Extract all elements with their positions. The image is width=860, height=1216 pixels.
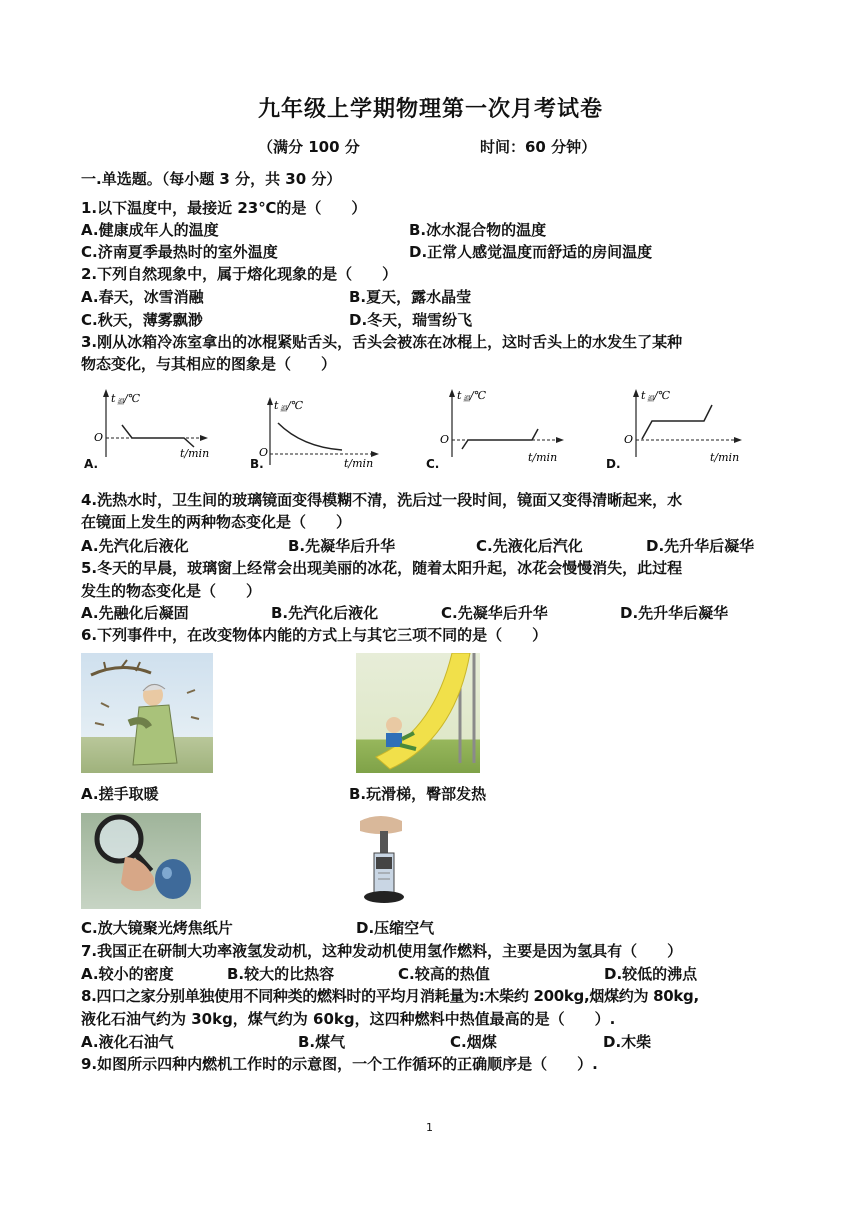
q8-option-a: A.液化石油气 bbox=[81, 1033, 174, 1051]
q2-option-b: B.夏天，露水晶莹 bbox=[349, 288, 472, 306]
q7-stem: 7.我国正在研制大功率液氢发动机，这种发动机使用氢作燃料，主要是因为氢具有（ ） bbox=[81, 942, 683, 960]
graph-b-label: B. bbox=[250, 457, 264, 471]
section-heading: 一.单选题。（每小题 3 分，共 30 分） bbox=[81, 170, 342, 188]
q1-option-c: C.济南夏季最热时的室外温度 bbox=[81, 243, 278, 261]
q5-option-a: A.先融化后凝固 bbox=[81, 604, 189, 622]
full-score: （满分 100 分 bbox=[258, 138, 360, 156]
q8-stem-line2: 液化石油气约为 30kg，煤气约为 60kg，这四种燃料中热值最高的是（ ）. bbox=[81, 1010, 616, 1028]
exam-time: 时间：60 分钟） bbox=[480, 138, 597, 156]
q7-option-a: A.较小的密度 bbox=[81, 965, 174, 983]
graph-b-origin: O bbox=[259, 446, 269, 459]
graph-d-t-label: t bbox=[641, 389, 646, 402]
q1-option-d: D.正常人感觉温度而舒适的房间温度 bbox=[409, 243, 653, 261]
q6-stem: 6.下列事件中，在改变物体内能的方式上与其它三项不同的是（ ） bbox=[81, 626, 548, 644]
q4-option-a: A.先汽化后液化 bbox=[81, 537, 189, 555]
air-compression-image bbox=[356, 813, 428, 909]
q6-option-a: A.搓手取暖 bbox=[81, 785, 159, 803]
graph-a-origin: O bbox=[94, 431, 104, 444]
slide-image bbox=[356, 653, 480, 773]
q6-option-c: C.放大镜聚光烤焦纸片 bbox=[81, 919, 233, 937]
graph-a-t-label: t bbox=[111, 392, 116, 405]
graph-b-t-sub: 温 bbox=[280, 405, 287, 413]
q5-option-d: D.先升华后凝华 bbox=[620, 604, 729, 622]
graph-c-curve bbox=[462, 429, 538, 449]
q1-option-b: B.冰水混合物的温度 bbox=[409, 221, 547, 239]
q2-option-a: A.春天，冰雪消融 bbox=[81, 288, 204, 306]
q4-stem-line1: 4.洗热水时，卫生间的玻璃镜面变得模糊不清，洗后过一段时间，镜面又变得清晰起来，水 bbox=[81, 491, 683, 509]
graph-a-label: A. bbox=[84, 457, 99, 471]
magnifier-image bbox=[81, 813, 201, 909]
graph-b-x-label: t/min bbox=[344, 457, 374, 470]
graph-a bbox=[84, 385, 254, 475]
page-number: 1 bbox=[426, 1121, 433, 1134]
q1-stem: 1.以下温度中，最接近 23℃的是（ ） bbox=[81, 199, 367, 217]
q3-graphs bbox=[84, 385, 774, 475]
graph-b-t-label: t bbox=[274, 399, 279, 412]
q5-stem-line1: 5.冬天的早晨，玻璃窗上经常会出现美丽的冰花，随着太阳升起，冰花会慢慢消失，此过程 bbox=[81, 559, 683, 577]
q4-option-c: C.先液化后汽化 bbox=[476, 537, 583, 555]
q7-option-b: B.较大的比热容 bbox=[227, 965, 335, 983]
graph-a-unit: /℃ bbox=[124, 392, 141, 405]
q6-option-d: D.压缩空气 bbox=[356, 919, 435, 937]
q4-option-b: B.先凝华后升华 bbox=[288, 537, 396, 555]
graph-d-t-sub: 温 bbox=[647, 395, 654, 403]
q5-option-b: B.先汽化后液化 bbox=[271, 604, 379, 622]
graph-c-x-label: t/min bbox=[528, 451, 558, 464]
graph-c bbox=[430, 385, 600, 475]
q4-stem-line2: 在镜面上发生的两种物态变化是（ ） bbox=[81, 513, 352, 531]
exam-title: 九年级上学期物理第一次月考试卷 bbox=[258, 97, 604, 122]
q2-stem: 2.下列自然现象中，属于熔化现象的是（ ） bbox=[81, 265, 398, 283]
graph-a-curve bbox=[122, 425, 194, 447]
q3-stem-line2: 物态变化，与其相应的图象是（ ） bbox=[81, 355, 337, 373]
graph-c-t-label: t bbox=[457, 389, 462, 402]
q7-option-c: C.较高的热值 bbox=[398, 965, 490, 983]
q6-option-b: B.玩滑梯，臀部发热 bbox=[349, 785, 487, 803]
q5-stem-line2: 发生的物态变化是（ ） bbox=[81, 582, 262, 600]
q4-option-d: D.先升华后凝华 bbox=[646, 537, 755, 555]
q3-stem-line1: 3.刚从冰箱冷冻室拿出的冰棍紧贴舌头，舌头会被冻在冰棍上，这时舌头上的水发生了某种 bbox=[81, 333, 683, 351]
q8-option-b: B.煤气 bbox=[298, 1033, 346, 1051]
q1-option-a: A.健康成年人的温度 bbox=[81, 221, 219, 239]
q7-option-d: D.较低的沸点 bbox=[604, 965, 698, 983]
graph-b bbox=[250, 385, 420, 475]
graph-b-unit: /℃ bbox=[287, 399, 304, 412]
graph-c-label: C. bbox=[426, 457, 440, 471]
graph-b-curve bbox=[278, 423, 342, 450]
graph-d-origin: O bbox=[624, 433, 634, 446]
graph-d-x-label: t/min bbox=[710, 451, 740, 464]
q5-option-c: C.先凝华后升华 bbox=[441, 604, 548, 622]
q2-option-c: C.秋天，薄雾飘渺 bbox=[81, 311, 203, 329]
graph-c-unit: /℃ bbox=[470, 389, 487, 402]
q2-option-d: D.冬天，瑞雪纷飞 bbox=[349, 311, 473, 329]
q9-stem: 9.如图所示四种内燃机工作时的示意图，一个工作循环的正确顺序是（ ）. bbox=[81, 1055, 598, 1073]
rubbing-hands-image bbox=[81, 653, 213, 773]
graph-c-origin: O bbox=[440, 433, 450, 446]
q8-option-d: D.木柴 bbox=[603, 1033, 652, 1051]
graph-a-t-sub: 温 bbox=[117, 398, 124, 406]
graph-d-curve bbox=[642, 405, 712, 439]
graph-a-x-label: t/min bbox=[180, 447, 210, 460]
graph-d-label: D. bbox=[606, 457, 621, 471]
graph-d-unit: /℃ bbox=[654, 389, 671, 402]
q8-option-c: C.烟煤 bbox=[450, 1033, 497, 1051]
q8-stem-line1: 8.四口之家分别单独使用不同种类的燃料时的平均月消耗量为:木柴约 200kg,烟煤约为 80kg, bbox=[81, 987, 699, 1005]
graph-d bbox=[612, 385, 774, 475]
graph-c-t-sub: 温 bbox=[463, 395, 470, 403]
